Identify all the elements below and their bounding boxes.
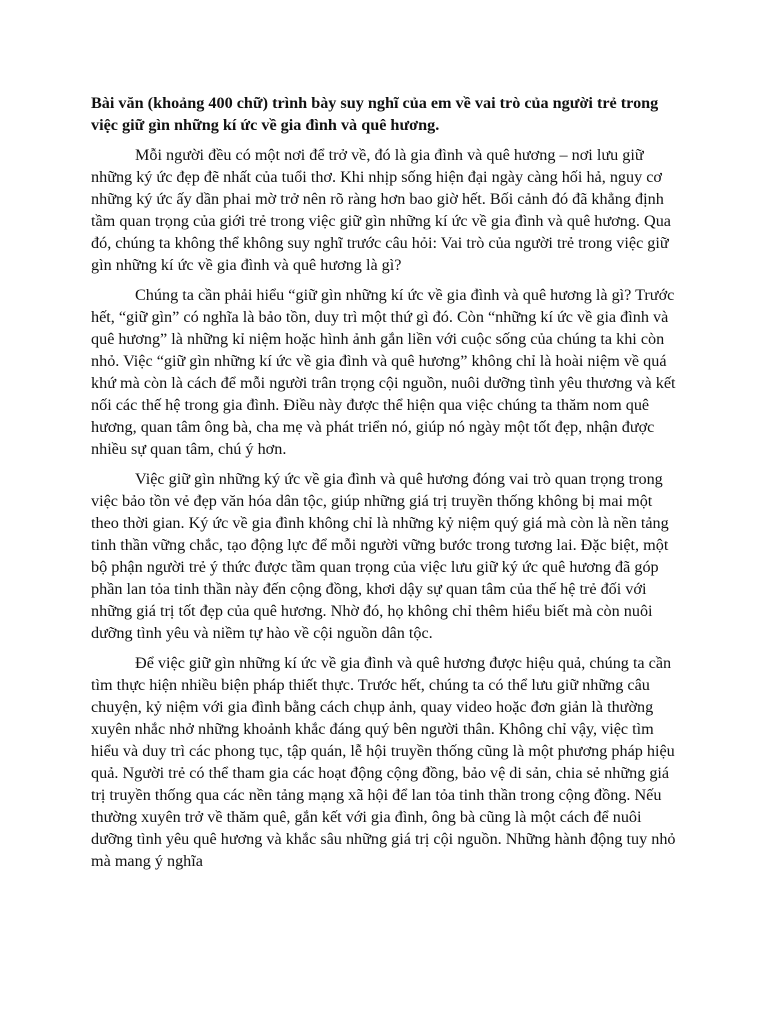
paragraph-1: Mỗi người đều có một nơi để trở về, đó là gia đình và quê hương – nơi lưu giữ những ký ức đẹp đẽ nhất của tuổi thơ. Khi nhịp sống hiện đại ngày càng hối hả, nguy cơ những ký ức ấy dần phai mờ trở nên rõ ràng hơn bao giờ hết. Bối cảnh đó đã khẳng định tầm quan trọng của giới trẻ trong việc giữ gìn những kí ức về gia đình và quê hương. Qua đó, chúng ta không thể không suy nghĩ trước câu hỏi: Vai trò của người trẻ trong việc giữ gìn những kí ức về gia đình và quê hương là gì? [91, 146, 671, 274]
paragraph-3: Việc giữ gìn những ký ức về gia đình và quê hương đóng vai trò quan trọng trong việc bảo tồn vẻ đẹp văn hóa dân tộc, giúp những giá trị truyền thống không bị mai một theo thời gian. Ký ức về gia đình không chỉ là những kỷ niệm quý giá mà còn là nền tảng tinh thần vững chắc, tạo động lực để mỗi người vững bước trong tương lai. Đặc biệt, một bộ phận người trẻ ý thức được tầm quan trọng của việc lưu giữ ký ức quê hương đã góp phần lan tỏa tinh thần này đến cộng đồng, khơi dậy sự quan tâm của thế hệ trẻ đối với những giá trị tốt đẹp của quê hương. Nhờ đó, họ không chỉ thêm hiểu biết mà còn nuôi dưỡng tình yêu và niềm tự hào về cội nguồn dân tộc. [91, 470, 669, 642]
document-body [91, 92, 681, 880]
essay-title: Bài văn (khoảng 400 chữ) trình bày suy nghĩ của em về vai trò của người trẻ trong việc giữ gìn những kí ức về gia đình và quê hương. [91, 94, 659, 134]
paragraph-2: Chúng ta cần phải hiểu “giữ gìn những kí ức về gia đình và quê hương là gì? Trước hết, “giữ gìn” có nghĩa là bảo tồn, duy trì một thứ gì đó. Còn “những kí ức về gia đình và quê hương” là những kỉ niệm hoặc hình ảnh gắn liền với cuộc sống của chúng ta khi còn nhỏ. Việc “giữ gìn những kí ức về gia đình và quê hương” không chỉ là hoài niệm về quá khứ mà còn là cách để mỗi người trân trọng cội nguồn, nuôi dưỡng tình yêu thương và kết nối các thế hệ trong gia đình. Điều này được thể hiện qua việc chúng ta thăm nom quê hương, quan tâm ông bà, cha mẹ và phát triển nó, giúp nó ngày một tốt đẹp, nhận được nhiều sự quan tâm, chú ý hơn. [91, 286, 676, 458]
paragraph-4: Để việc giữ gìn những kí ức về gia đình và quê hương được hiệu quả, chúng ta cần tìm thực hiện nhiều biện pháp thiết thực. Trước hết, chúng ta có thể lưu giữ những câu chuyện, kỷ niệm với gia đình bằng cách chụp ảnh, quay video hoặc đơn giản là thường xuyên nhắc nhở những khoảnh khắc đáng quý bên người thân. Không chỉ vậy, việc tìm hiểu và duy trì các phong tục, tập quán, lễ hội truyền thống cũng là một phương pháp hiệu quả. Người trẻ có thể tham gia các hoạt động cộng đồng, bảo vệ di sản, chia sẻ những giá trị truyền thống qua các nền tảng mạng xã hội để lan tỏa tinh thần trong cộng đồng. Nếu thường xuyên trở về thăm quê, gắn kết với gia đình, ông bà cũng là một cách để nuôi dưỡng tình yêu quê hương và khắc sâu những giá trị cội nguồn. Những hành động tuy nhỏ mà mang ý nghĩa [91, 654, 676, 870]
